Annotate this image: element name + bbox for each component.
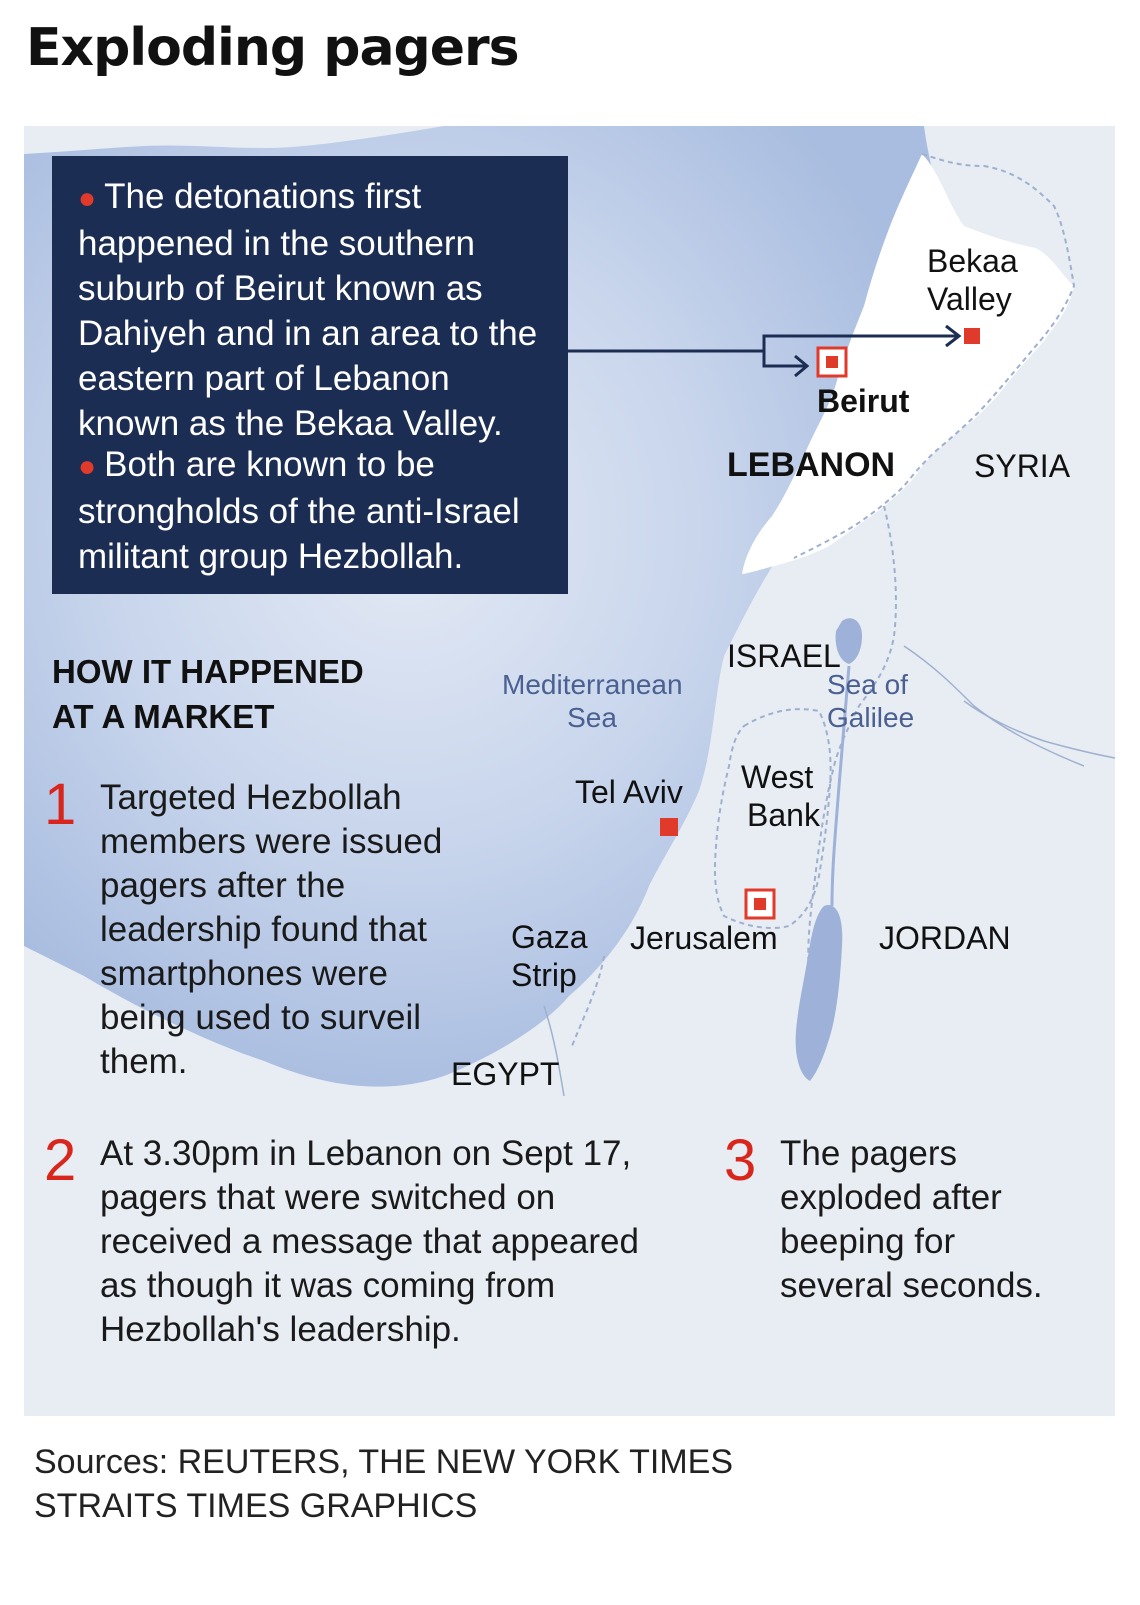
bullet-icon: ● xyxy=(78,450,97,483)
bekaa-marker xyxy=(964,328,980,344)
label-sea-of-galilee: Sea of Galilee xyxy=(827,669,915,733)
sources-credit: Sources: REUTERS, THE NEW YORK TIMES STRAITS TIMES GRAPHICS xyxy=(34,1443,734,1525)
syria-jordan-border xyxy=(904,646,1084,766)
label-lebanon: LEBANON xyxy=(727,446,896,484)
step-number: 1 xyxy=(44,772,77,837)
label-syria: SYRIA xyxy=(974,448,1071,484)
step-3 xyxy=(724,1128,1104,1332)
step-text: Targeted Hezbollah members were issued pagers after the leadership found that smartphones were being used to surveil them. xyxy=(100,778,443,1081)
info-bullet-2: ● Both are known to be strongholds of the anti-Israel militant group Hezbollah. xyxy=(78,445,520,576)
label-mediterranean-sea: Mediterranean Sea xyxy=(502,669,683,733)
step-1 xyxy=(44,772,494,1096)
label-gaza-strip: Gaza Strip xyxy=(511,919,588,993)
tel-aviv-marker xyxy=(660,818,678,836)
step-number: 3 xyxy=(724,1128,757,1193)
label-west-bank: West Bank xyxy=(741,759,820,833)
how-it-happened-heading: HOW IT HAPPENED AT A MARKET xyxy=(52,653,364,735)
page-title: Exploding pagers xyxy=(26,18,519,78)
info-bullet-1: ● The detonations first happened in the southern suburb of Beirut known as Dahiyeh and in an area to the eastern part of Lebanon known as the Bekaa Valley. xyxy=(78,177,538,443)
label-bekaa-valley: Bekaa Valley xyxy=(927,243,1018,317)
info-box xyxy=(52,156,568,594)
label-egypt: EGYPT xyxy=(451,1056,560,1092)
label-beirut: Beirut xyxy=(817,383,910,419)
step-number: 2 xyxy=(44,1128,77,1193)
jordan-border xyxy=(964,701,1115,758)
step-text: At 3.30pm in Lebanon on Sept 17, pagers that were switched on received a message that appeared as though it was coming from Hezbollah's leadership. xyxy=(100,1134,639,1349)
label-israel: ISRAEL xyxy=(727,638,841,674)
dead-sea xyxy=(796,905,843,1081)
label-tel-aviv: Tel Aviv xyxy=(575,774,683,810)
bullet-icon: ● xyxy=(78,182,97,215)
jerusalem-marker-dot xyxy=(754,898,766,910)
step-text: The pagers exploded after beeping for several seconds. xyxy=(780,1134,1043,1305)
map-panel xyxy=(24,126,1115,1416)
beirut-marker-dot xyxy=(826,356,838,368)
step-2 xyxy=(44,1128,684,1362)
label-jordan: JORDAN xyxy=(879,920,1011,956)
label-jerusalem: Jerusalem xyxy=(630,920,778,956)
